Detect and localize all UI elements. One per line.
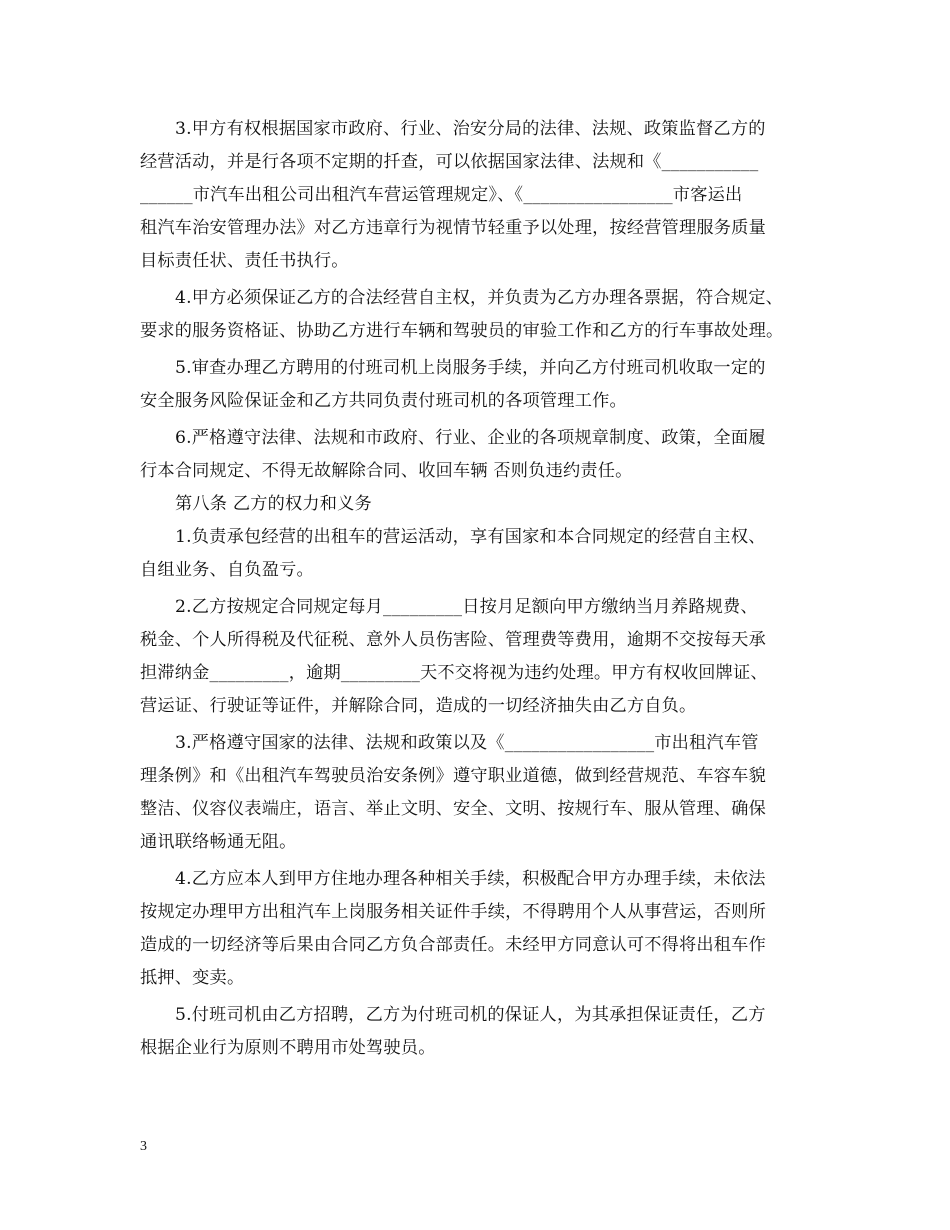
- text-line: 要求的服务资格证、协助乙方进行车辆和驾驶员的审验工作和乙方的行车事故处理。: [140, 321, 784, 341]
- text-line: 5.付班司机由乙方招聘，乙方为付班司机的保证人，为其承担保证责任，乙方: [175, 1005, 766, 1025]
- text-line: 目标责任状、责任书执行。: [140, 251, 349, 271]
- paragraph: [140, 352, 810, 418]
- text-line: 3.甲方有权根据国家市政府、行业、治安分局的法律、法规、政策监督乙方的: [175, 119, 766, 139]
- text-line: 通讯联络畅通无阻。: [140, 832, 297, 852]
- text-line: 5.审查办理乙方聘用的付班司机上岗服务手续，并向乙方付班司机收取一定的: [175, 358, 766, 378]
- text-line: 租汽车治安管理办法》对乙方违章行为视情节轻重予以处理，按经营管理服务质量: [140, 218, 766, 238]
- paragraph: [140, 999, 810, 1065]
- article-heading: 第八条 乙方的权力和义务: [175, 494, 372, 514]
- text-line: ______市汽车出租公司出租汽车营运管理规定》、《_________________市客运出: [140, 185, 743, 205]
- text-line: 经营活动，并是行各项不定期的扦查，可以依据国家法律、法规和《___________: [140, 152, 759, 172]
- text-line: 3.严格遵守国家的法律、法规和政策以及《_________________市出租汽车管: [175, 733, 759, 753]
- paragraph: [140, 422, 810, 488]
- paragraph: [140, 863, 810, 995]
- page-number: 3: [140, 1139, 147, 1154]
- text-line: 4.甲方必须保证乙方的合法经营自主权，并负责为乙方办理各票据，符合规定、: [175, 288, 783, 308]
- text-line: 整洁、仪容仪表端庄，语言、举止文明、安全、文明、按规行车、服从管理、确保: [140, 799, 766, 819]
- paragraph: [140, 282, 810, 348]
- document-body: [140, 113, 810, 1065]
- text-line: 抵押、变卖。: [140, 968, 245, 988]
- text-line: 担滞纳金_________，逾期_________天不交将视为违约处理。甲方有权收回牌证、: [140, 663, 768, 683]
- text-line: 行本合同规定、不得无故解除合同、收回车辆 否则负违约责任。: [140, 461, 633, 481]
- text-line: 理条例》和《出租汽车驾驶员治安条例》遵守职业道德，做到经营规范、车容车貌: [140, 766, 766, 786]
- text-line: 按规定办理甲方出租汽车上岗服务相关证件手续，不得聘用个人从事营运，否则所: [140, 902, 766, 922]
- text-line: 税金、个人所得税及代征税、意外人员伤害险、管理费等费用，逾期不交按每天承: [140, 630, 766, 650]
- text-line: 2.乙方按规定合同规定每月_________日按月足额向甲方缴纳当月养路规费、: [175, 597, 758, 617]
- text-line: 造成的一切经济等后果由合同乙方负合部责任。未经甲方同意认可不得将出租车作: [140, 935, 766, 955]
- paragraph: [140, 521, 810, 587]
- paragraph: [140, 591, 810, 723]
- text-line: 安全服务风险保证金和乙方共同负责付班司机的各项管理工作。: [140, 391, 627, 411]
- text-line: 4.乙方应本人到甲方住地办理各种相关手续，积极配合甲方办理手续，未依法: [175, 869, 766, 889]
- text-line: 1.负责承包经营的出租车的营运活动，享有国家和本合同规定的经营自主权、: [175, 527, 766, 547]
- text-line: 根据企业行为原则不聘用市处驾驶员。: [140, 1038, 436, 1058]
- paragraph: [140, 113, 810, 278]
- text-line: 自组业务、自负盈亏。: [140, 560, 314, 580]
- text-line: 6.严格遵守法律、法规和市政府、行业、企业的各项规章制度、政策，全面履: [175, 428, 766, 448]
- paragraph: [140, 727, 810, 859]
- section-heading: [140, 488, 810, 521]
- text-line: 营运证、行驶证等证件，并解除合同，造成的一切经济抽失由乙方自负。: [140, 696, 697, 716]
